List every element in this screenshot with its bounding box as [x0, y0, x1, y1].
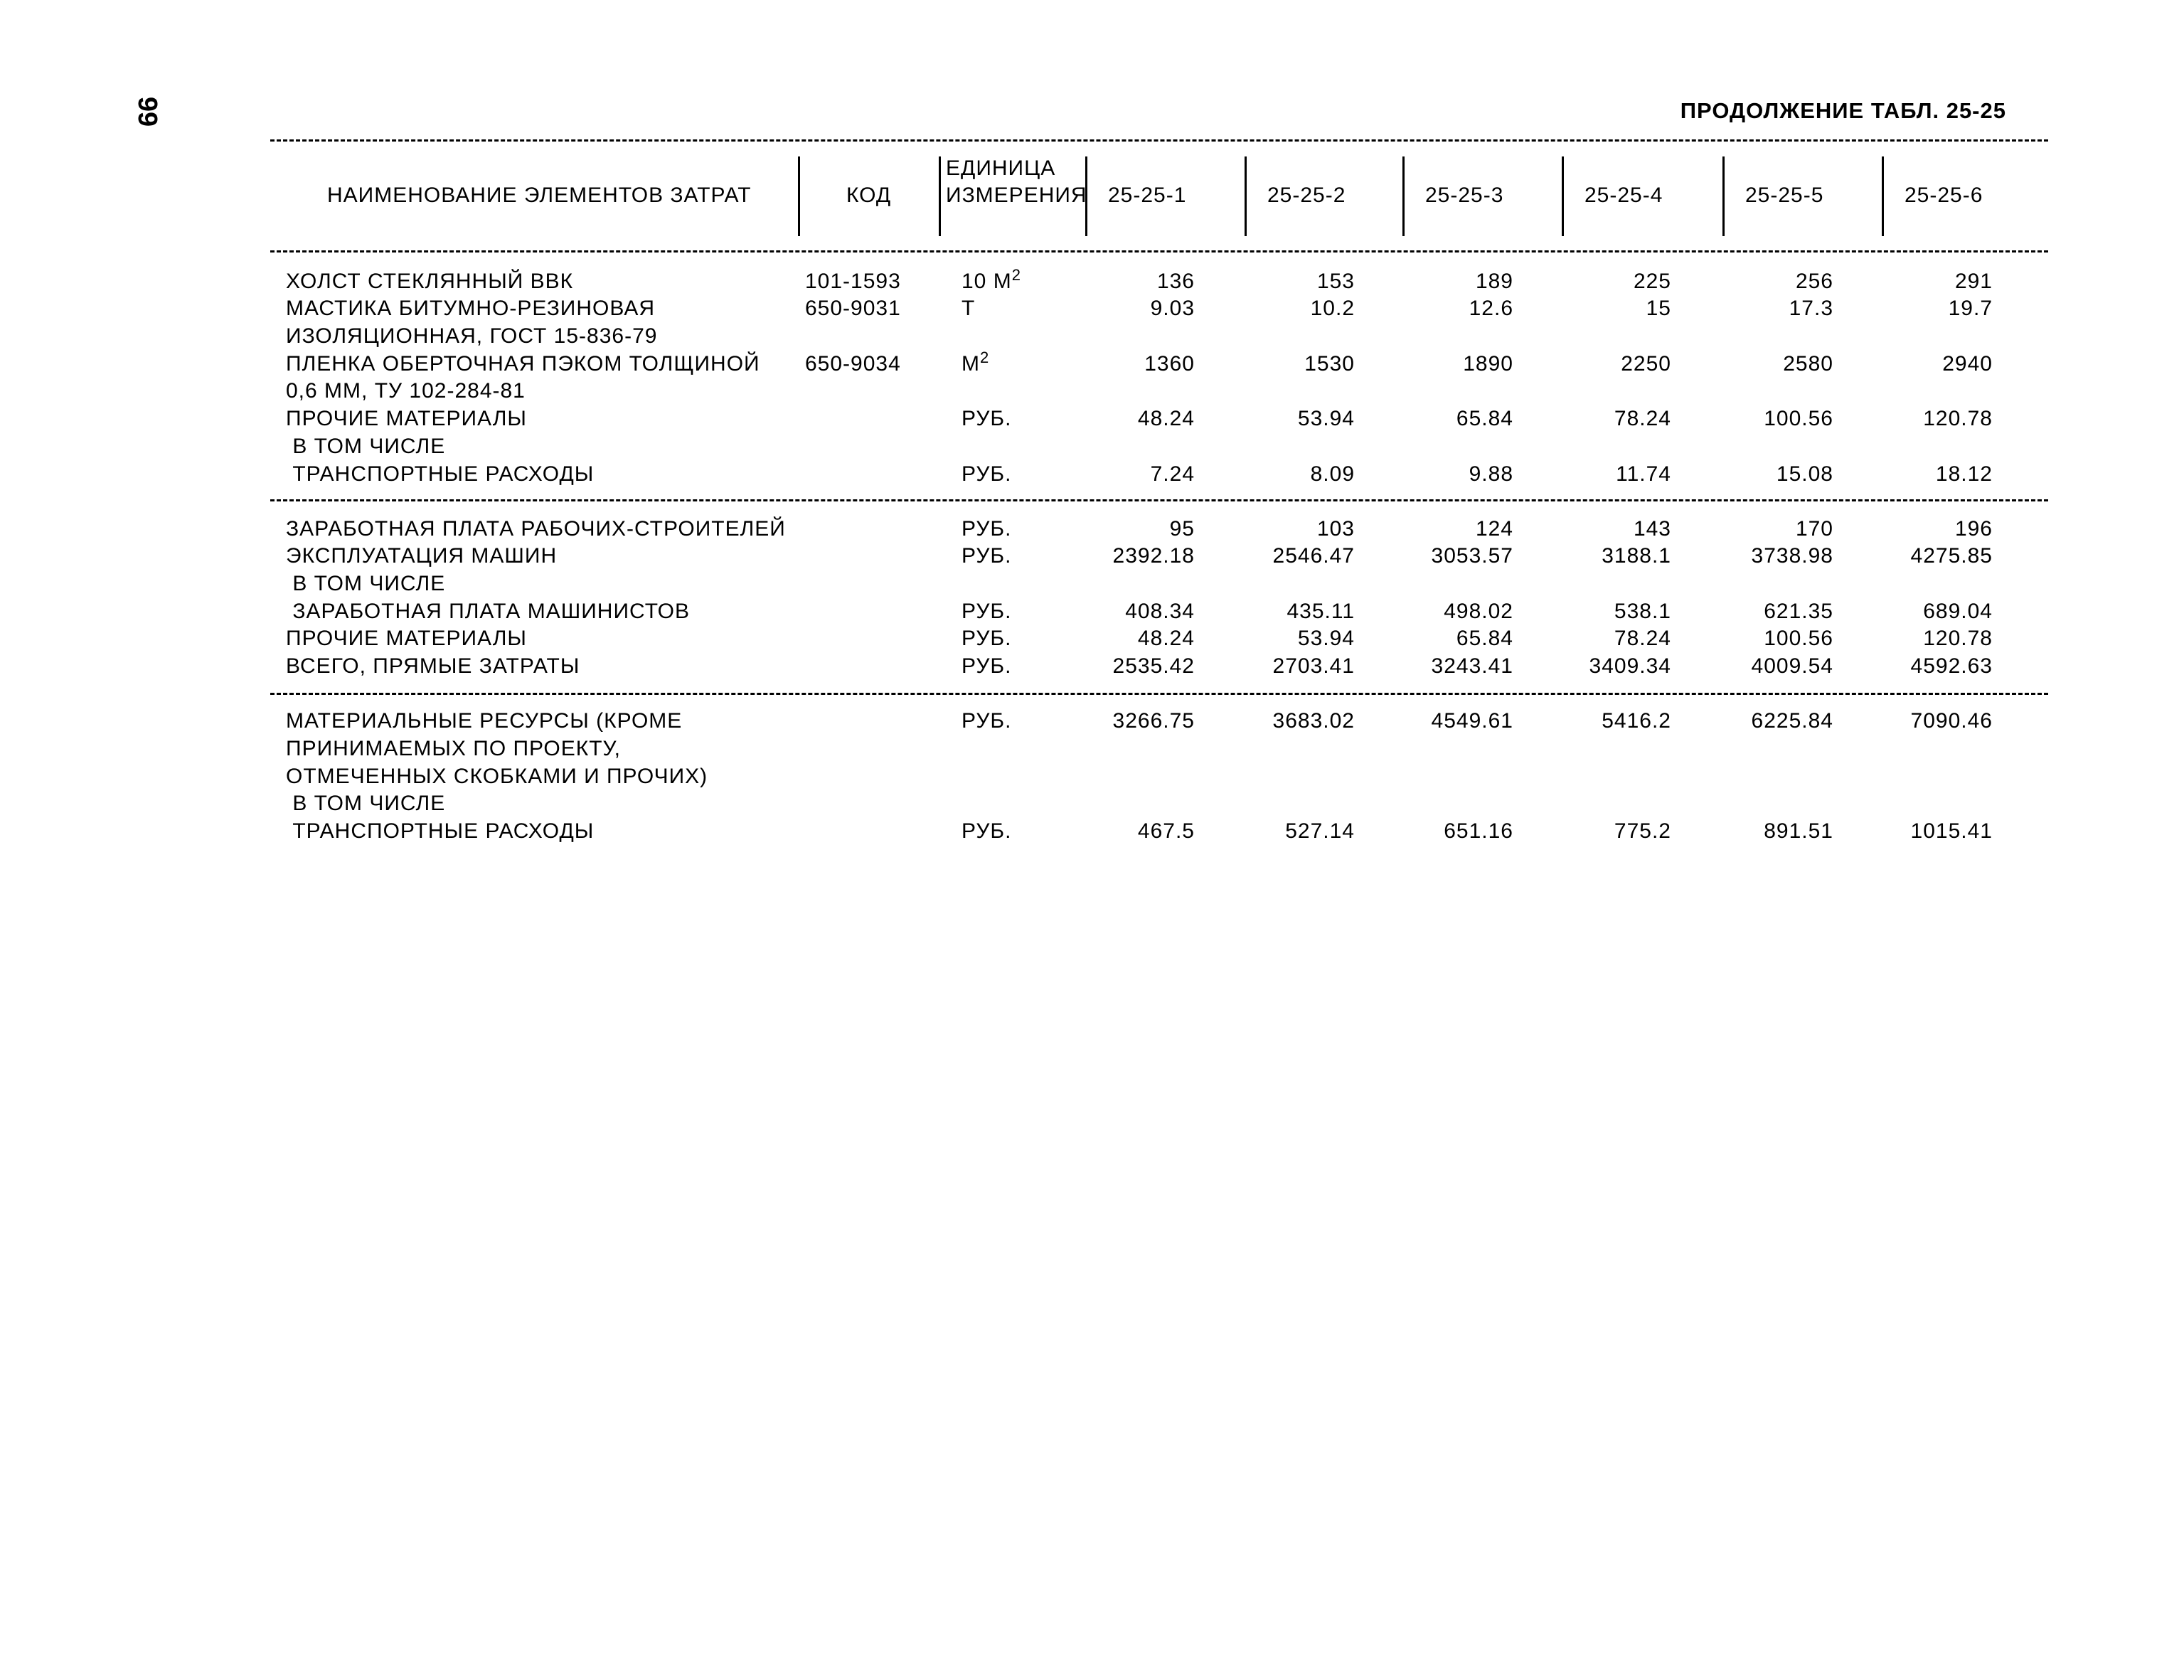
header-separator — [798, 156, 800, 236]
row-value: 2940 — [1942, 352, 1993, 376]
header-bottom-rule — [270, 250, 2048, 252]
row-name: В ТОМ ЧИСЛЕ — [286, 792, 446, 815]
row-value: 3053.57 — [1431, 544, 1513, 568]
row-value: 1015.41 — [1910, 819, 1993, 843]
row-value: 2703.41 — [1272, 654, 1355, 678]
row-value: 12.6 — [1469, 297, 1513, 320]
row-name: В ТОМ ЧИСЛЕ — [286, 435, 446, 458]
row-value: 100.56 — [1764, 407, 1833, 430]
row-name: ЗАРАБОТНАЯ ПЛАТА МАШИНИСТОВ — [286, 600, 691, 623]
row-unit: РУБ. — [962, 517, 1012, 541]
row-name: ОТМЕЧЕННЫХ СКОБКАМИ И ПРОЧИХ) — [286, 765, 708, 788]
table-top-rule — [270, 139, 2048, 142]
row-value: 1360 — [1144, 352, 1195, 376]
row-name: ЭКСПЛУАТАЦИЯ МАШИН — [286, 544, 558, 568]
row-value: 7090.46 — [1910, 709, 1993, 733]
row-value: 53.94 — [1297, 407, 1355, 430]
header-separator — [1882, 156, 1884, 236]
row-value: 143 — [1633, 517, 1671, 541]
header-separator — [1562, 156, 1564, 236]
header-col-2: 25-25-2 — [1267, 184, 1346, 207]
row-value: 124 — [1475, 517, 1513, 541]
row-value: 775.2 — [1614, 819, 1671, 843]
row-value: 3683.02 — [1272, 709, 1355, 733]
continuation-title: ПРОДОЛЖЕНИЕ ТАБЛ. 25-25 — [1680, 98, 2006, 123]
row-name: ПРИНИМАЕМЫХ ПО ПРОЕКТУ, — [286, 737, 621, 760]
row-value: 9.03 — [1150, 297, 1195, 320]
row-name: ИЗОЛЯЦИОННАЯ, ГОСТ 15-836-79 — [286, 324, 658, 348]
row-value: 4592.63 — [1910, 654, 1993, 678]
row-value: 527.14 — [1285, 819, 1355, 843]
row-code: 650-9031 — [805, 297, 901, 320]
section-rule — [270, 693, 2048, 695]
row-value: 498.02 — [1444, 600, 1513, 623]
row-value: 225 — [1633, 270, 1671, 293]
row-value: 891.51 — [1764, 819, 1833, 843]
row-value: 19.7 — [1948, 297, 1993, 320]
row-unit: РУБ. — [962, 462, 1012, 486]
row-name: ВСЕГО, ПРЯМЫЕ ЗАТРАТЫ — [286, 654, 580, 678]
row-value: 15 — [1646, 297, 1671, 320]
row-value: 3243.41 — [1431, 654, 1513, 678]
row-value: 95 — [1169, 517, 1195, 541]
header-name: НАИМЕНОВАНИЕ ЭЛЕМЕНТОВ ЗАТРАТ — [327, 184, 752, 207]
header-separator — [1722, 156, 1725, 236]
header-col-3: 25-25-3 — [1425, 184, 1504, 207]
row-name: ПРОЧИЕ МАТЕРИАЛЫ — [286, 407, 527, 430]
row-value: 291 — [1954, 270, 1993, 293]
row-unit: 10 $М^2$ — [962, 266, 1021, 293]
row-value: 18.12 — [1935, 462, 1993, 486]
row-value: 9.88 — [1469, 462, 1513, 486]
row-value: 256 — [1795, 270, 1833, 293]
row-value: 17.3 — [1789, 297, 1833, 320]
row-unit: $М^2$ — [962, 349, 990, 376]
row-unit: РУБ. — [962, 407, 1012, 430]
row-value: 103 — [1316, 517, 1355, 541]
row-value: 467.5 — [1137, 819, 1195, 843]
header-col-4: 25-25-4 — [1584, 184, 1663, 207]
row-value: 1890 — [1463, 352, 1513, 376]
row-value: 6225.84 — [1751, 709, 1833, 733]
header-col-1: 25-25-1 — [1108, 184, 1187, 207]
row-value: 408.34 — [1125, 600, 1195, 623]
row-unit: РУБ. — [962, 544, 1012, 568]
row-name: ХОЛСТ СТЕКЛЯННЫЙ ВВК — [286, 270, 574, 293]
row-value: 170 — [1795, 517, 1833, 541]
row-value: 120.78 — [1923, 627, 1993, 650]
row-value: 538.1 — [1614, 600, 1671, 623]
header-unit-line1: ЕДИНИЦА — [946, 156, 1056, 180]
row-name: МАСТИКА БИТУМНО-РЕЗИНОВАЯ — [286, 297, 656, 320]
row-unit: Т — [962, 297, 976, 320]
row-unit: РУБ. — [962, 819, 1012, 843]
header-col-5: 25-25-5 — [1745, 184, 1824, 207]
row-value: 48.24 — [1137, 407, 1195, 430]
row-value: 136 — [1156, 270, 1195, 293]
row-value: 65.84 — [1456, 627, 1513, 650]
row-value: 196 — [1954, 517, 1993, 541]
row-name: ЗАРАБОТНАЯ ПЛАТА РАБОЧИХ-СТРОИТЕЛЕЙ — [286, 517, 786, 541]
row-name: ПРОЧИЕ МАТЕРИАЛЫ — [286, 627, 527, 650]
section-rule — [270, 499, 2048, 501]
row-value: 15.08 — [1776, 462, 1833, 486]
row-name: ПЛЕНКА ОБЕРТОЧНАЯ ПЭКОМ ТОЛЩИНОЙ — [286, 352, 760, 376]
header-separator — [1085, 156, 1087, 236]
row-value: 78.24 — [1614, 627, 1671, 650]
row-name: В ТОМ ЧИСЛЕ — [286, 572, 446, 595]
row-value: 78.24 — [1614, 407, 1671, 430]
header-code: КОД — [846, 184, 892, 207]
row-value: 3409.34 — [1589, 654, 1671, 678]
row-name: ТРАНСПОРТНЫЕ РАСХОДЫ — [286, 462, 595, 486]
header-separator — [1402, 156, 1405, 236]
unit-superscript: 2 — [980, 349, 990, 366]
row-value: 621.35 — [1764, 600, 1833, 623]
row-name: МАТЕРИАЛЬНЫЕ РЕСУРСЫ (КРОМЕ — [286, 709, 683, 733]
row-value: 3738.98 — [1751, 544, 1833, 568]
row-value: 4549.61 — [1431, 709, 1513, 733]
row-value: 2392.18 — [1112, 544, 1195, 568]
header-col-6: 25-25-6 — [1905, 184, 1983, 207]
row-code: 101-1593 — [805, 270, 901, 293]
row-value: 48.24 — [1137, 627, 1195, 650]
row-value: 2580 — [1783, 352, 1833, 376]
unit-superscript: 2 — [1011, 266, 1021, 284]
row-value: 65.84 — [1456, 407, 1513, 430]
row-value: 4275.85 — [1910, 544, 1993, 568]
row-value: 4009.54 — [1751, 654, 1833, 678]
row-name: 0,6 ММ, ТУ 102-284-81 — [286, 379, 526, 403]
row-value: 2250 — [1621, 352, 1671, 376]
row-value: 53.94 — [1297, 627, 1355, 650]
row-value: 10.2 — [1310, 297, 1355, 320]
page-number: 99 — [132, 96, 162, 127]
row-unit: РУБ. — [962, 600, 1012, 623]
row-value: 2546.47 — [1272, 544, 1355, 568]
row-unit: РУБ. — [962, 654, 1012, 678]
row-unit: РУБ. — [962, 709, 1012, 733]
header-unit-line2: ИЗМЕРЕНИЯ — [946, 184, 1087, 207]
row-value: 8.09 — [1310, 462, 1355, 486]
row-value: 435.11 — [1287, 600, 1355, 623]
row-value: 3188.1 — [1602, 544, 1671, 568]
row-value: 2535.42 — [1112, 654, 1195, 678]
row-value: 189 — [1475, 270, 1513, 293]
row-value: 3266.75 — [1112, 709, 1195, 733]
row-value: 153 — [1316, 270, 1355, 293]
header-separator — [939, 156, 941, 236]
row-value: 7.24 — [1150, 462, 1195, 486]
row-value: 1530 — [1304, 352, 1355, 376]
row-value: 11.74 — [1616, 462, 1671, 486]
row-name: ТРАНСПОРТНЫЕ РАСХОДЫ — [286, 819, 595, 843]
row-value: 689.04 — [1923, 600, 1993, 623]
header-separator — [1245, 156, 1247, 236]
row-value: 120.78 — [1923, 407, 1993, 430]
row-value: 100.56 — [1764, 627, 1833, 650]
row-value: 651.16 — [1444, 819, 1513, 843]
row-unit: РУБ. — [962, 627, 1012, 650]
row-code: 650-9034 — [805, 352, 901, 376]
row-value: 5416.2 — [1602, 709, 1671, 733]
